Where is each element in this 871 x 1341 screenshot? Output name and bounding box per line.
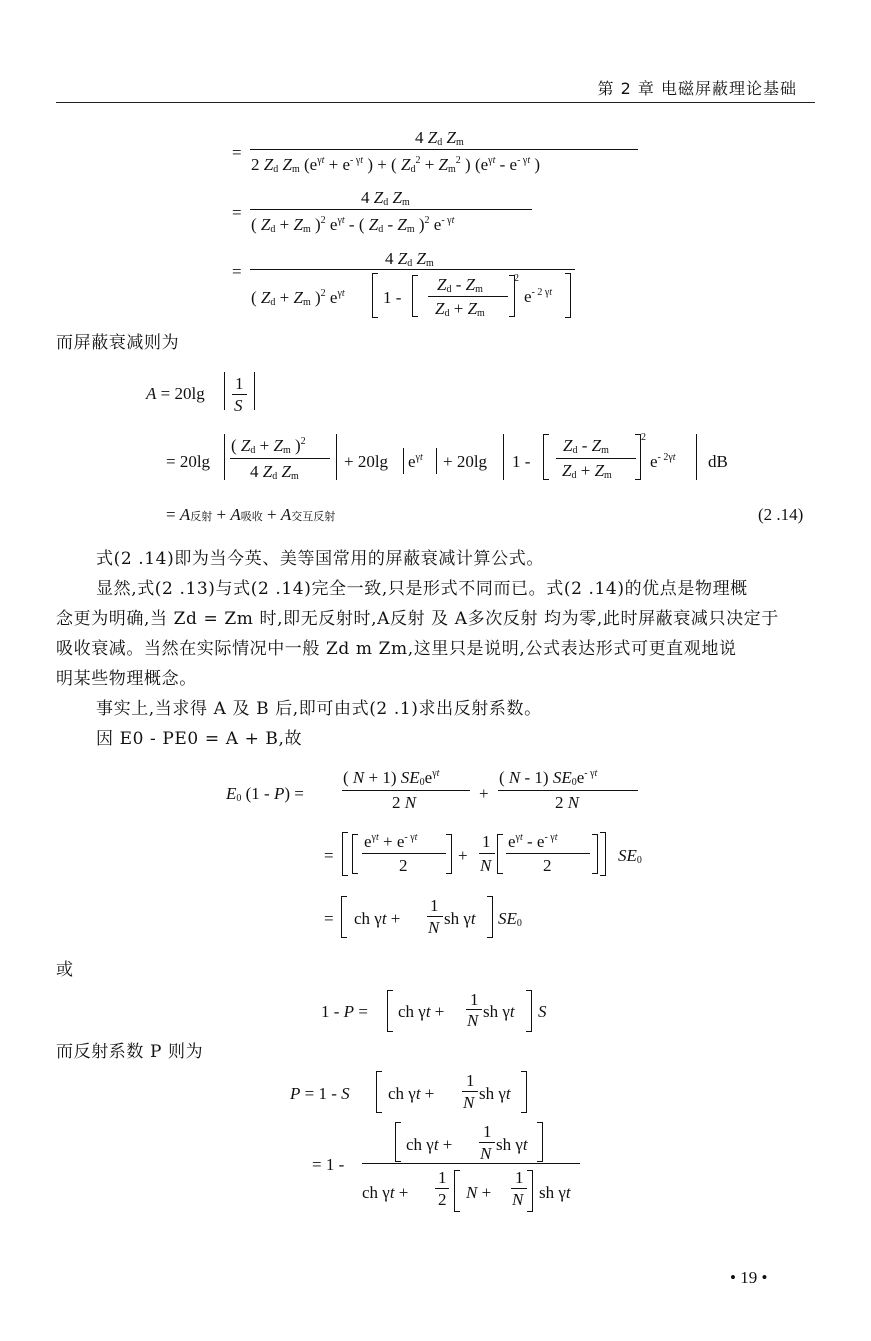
abs-bar: [224, 372, 225, 410]
fraction-line: [462, 1091, 478, 1092]
exp-term: $e^{- 2 \gamma t}$: [524, 287, 553, 306]
n-den: N: [467, 1011, 479, 1030]
n-plus: N +: [466, 1183, 492, 1202]
se0: $SE_0$: [618, 846, 642, 866]
one-numerator: 1: [235, 374, 244, 393]
bracket-left: [342, 832, 348, 876]
paragraph: [56, 328, 816, 358]
fraction-numerator: 4 $Z_d$ $Z_m$: [361, 188, 410, 208]
bracket-left: [395, 1122, 401, 1162]
bracket-left: [387, 990, 393, 1032]
abs-bar: [696, 434, 697, 480]
e-gamma-t: $e^{\gamma t}$: [408, 452, 423, 471]
equals-sign: =: [232, 203, 242, 222]
bracket-left: [341, 896, 347, 938]
text-line: 吸收衰减。当然在实际情况中一般 Zd m Zm,这里只是说明,公式表达形式可更直观地说: [56, 639, 737, 659]
paragraph-block: [56, 544, 816, 754]
ch-term: ch γt +: [398, 1002, 445, 1021]
n-den: N: [480, 1144, 492, 1163]
abs-bar: [503, 434, 504, 480]
one-minus: 1 -: [512, 452, 531, 471]
bracket-left: [376, 1071, 382, 1113]
abs-bar: [436, 448, 437, 474]
abs-bar: [254, 372, 255, 410]
bracket-right: [565, 273, 571, 318]
frac-den: 2: [399, 856, 408, 875]
ch-term: ch γt +: [362, 1183, 409, 1202]
ch-term: ch γt +: [406, 1135, 453, 1154]
bracket-right: [537, 1122, 543, 1162]
unit-db: dB: [708, 452, 728, 471]
plus-20lg: + 20lg: [344, 452, 389, 471]
fraction-line: [362, 853, 446, 854]
s-denominator: S: [234, 396, 243, 415]
inner-num: $Z_d - Z_m$: [563, 436, 609, 456]
one-num: 1: [438, 1168, 447, 1187]
fraction-line: [230, 458, 330, 459]
plus: +: [479, 784, 489, 803]
running-header: [56, 76, 815, 103]
fraction-line: [250, 149, 638, 150]
bracket-right: [446, 834, 452, 874]
one-num: 1: [482, 832, 491, 851]
abs-bar: [336, 434, 337, 480]
fraction-line: [466, 1009, 482, 1010]
fraction-line: [511, 1188, 527, 1189]
sh-term: sh γt: [539, 1183, 571, 1202]
bracket-left: [412, 275, 418, 317]
one-minus: 1 -: [383, 288, 402, 307]
one-num: 1: [515, 1168, 524, 1187]
a-lhs: A = 20lg: [146, 384, 205, 403]
text-line: 明某些物理概念。: [56, 669, 197, 689]
equals-one-minus: = 1 -: [312, 1155, 345, 1174]
plus: +: [458, 846, 468, 865]
equals-sign: =: [324, 846, 334, 865]
s-term: S: [538, 1002, 547, 1021]
e-lhs: $E_0$ (1 - P) =: [226, 784, 304, 804]
one-num: 1: [470, 990, 479, 1009]
exponent-2: 2: [514, 273, 519, 284]
fraction-line: [506, 853, 590, 854]
se0: $SE_0$: [498, 909, 522, 929]
denominator-part: ( $Z_d + Z_m$ )$^2$ $e^{\gamma t}$: [251, 288, 345, 308]
n-den: N: [428, 918, 440, 937]
equals-sign: =: [324, 909, 334, 928]
sh-term: sh γt: [479, 1084, 511, 1103]
fraction-line: [479, 853, 495, 854]
lhs: 1 - P =: [321, 1002, 368, 1021]
exponent-2: 2: [641, 432, 646, 443]
n-den: N: [480, 856, 492, 875]
bracket-right: [592, 834, 598, 874]
equation-number: (2 .14): [758, 505, 804, 524]
n-den: N: [512, 1190, 524, 1209]
fraction-numerator: 4 $Z_d$ $Z_m$: [385, 249, 434, 269]
text-line: 式(2 .14)即为当今英、美等国常用的屏蔽衰减计算公式。: [96, 549, 544, 569]
fraction-line: [232, 394, 247, 395]
text-line: 而反射系数 P 则为: [56, 1042, 204, 1062]
fraction-numerator: 4 $Z_d$ $Z_m$: [415, 128, 464, 148]
one-num: 1: [430, 896, 439, 915]
fraction-line: [250, 209, 532, 210]
fraction-line: [362, 1163, 580, 1164]
bracket-left: [543, 434, 549, 480]
fraction-denominator: ( $Z_d + Z_m$ )$^2$ $e^{\gamma t}$ - ( $Z_d - Z_m$ )$^2$ $e^{- \gamma t}$: [251, 215, 455, 235]
inner-den: $Z_d + Z_m$: [562, 461, 612, 481]
fraction-line: [428, 296, 508, 297]
bracket-right: [527, 1170, 533, 1212]
ch-term: ch γt +: [354, 909, 401, 928]
chapter-title: 第 2 章 电磁屏蔽理论基础: [597, 79, 797, 98]
bracket-right: [487, 896, 493, 938]
equals-sign: =: [232, 262, 242, 281]
two-den: 2: [438, 1190, 447, 1209]
sh-term: sh γt: [444, 909, 476, 928]
one-num: 1: [483, 1122, 492, 1141]
frac-num: ( $Z_d + Z_m$ )$^2$: [231, 436, 306, 456]
eq-20lg: = 20lg: [166, 452, 211, 471]
frac-num: $e^{\gamma t} + e^{- \gamma t}$: [364, 832, 418, 851]
frac-den: 2: [543, 856, 552, 875]
text-line: 念更为明确,当 Zd = Zm 时,即无反射时,A反射 及 A多次反射 均为零,此时屏蔽衰减只决定于: [56, 609, 779, 629]
plus-20lg: + 20lg: [443, 452, 488, 471]
abs-bar: [224, 434, 225, 480]
text-line: 因 E0 - PE0 = A + B,故: [96, 729, 303, 749]
inner-numerator: $Z_d - Z_m$: [437, 275, 483, 295]
bracket-left: [454, 1170, 460, 1212]
p-lhs: P = 1 - S: [290, 1084, 350, 1103]
bracket-right: [521, 1071, 527, 1113]
fraction-line: [556, 458, 636, 459]
fraction-line: [498, 790, 638, 791]
frac-den: 2 N: [392, 793, 417, 812]
fraction-line: [427, 916, 443, 917]
sh-term: sh γt: [496, 1135, 528, 1154]
a-decomposition: = A反射 + A吸收 + A交互反射: [166, 505, 336, 524]
bracket-left: [352, 834, 358, 874]
fraction-line: [250, 269, 575, 270]
inner-denominator: $Z_d + Z_m$: [435, 299, 485, 319]
bracket-left: [497, 834, 503, 874]
sh-term: sh γt: [483, 1002, 515, 1021]
n-den: N: [463, 1093, 475, 1112]
fraction-denominator: 2 $Z_d$ $Z_m$ ($e^{\gamma t} + e^{- \gamma t}$ ) + ( $Z_d^2 + Z_m^2$ ) ($e^{\gamma t} - e^{- \gamma t}$ ): [251, 155, 541, 175]
bracket-right: [526, 990, 532, 1032]
exp-term: $e^{- 2\gamma t}$: [650, 452, 676, 471]
bracket-left: [372, 273, 378, 318]
frac-den: 4 $Z_d$ $Z_m$: [250, 462, 299, 482]
page-number: • 19 •: [730, 1268, 768, 1287]
frac-den: 2 N: [555, 793, 580, 812]
fraction-line: [479, 1142, 495, 1143]
paragraph: [56, 1037, 816, 1067]
ch-term: ch γt +: [388, 1084, 435, 1103]
paragraph: [56, 955, 816, 985]
frac-num: ( N - 1) $SE_0e^{- \gamma t}$: [499, 768, 598, 788]
frac-num: $e^{\gamma t} - e^{- \gamma t}$: [508, 832, 558, 851]
abs-bar: [403, 448, 404, 474]
frac-num: ( N + 1) $SE_0e^{\gamma t}$: [343, 768, 440, 788]
text-line: 而屏蔽衰减则为: [56, 333, 180, 353]
bracket-right: [600, 832, 606, 876]
one-num: 1: [466, 1071, 475, 1090]
text-line: 事实上,当求得 A 及 B 后,即可由式(2 .1)求出反射系数。: [96, 699, 542, 719]
fraction-line: [342, 790, 470, 791]
text-line: 或: [56, 960, 74, 980]
fraction-line: [435, 1188, 449, 1189]
text-line: 显然,式(2 .13)与式(2 .14)完全一致,只是形式不同而已。式(2 .14)的优点是物理概: [96, 579, 748, 599]
equals-sign: =: [232, 143, 242, 162]
